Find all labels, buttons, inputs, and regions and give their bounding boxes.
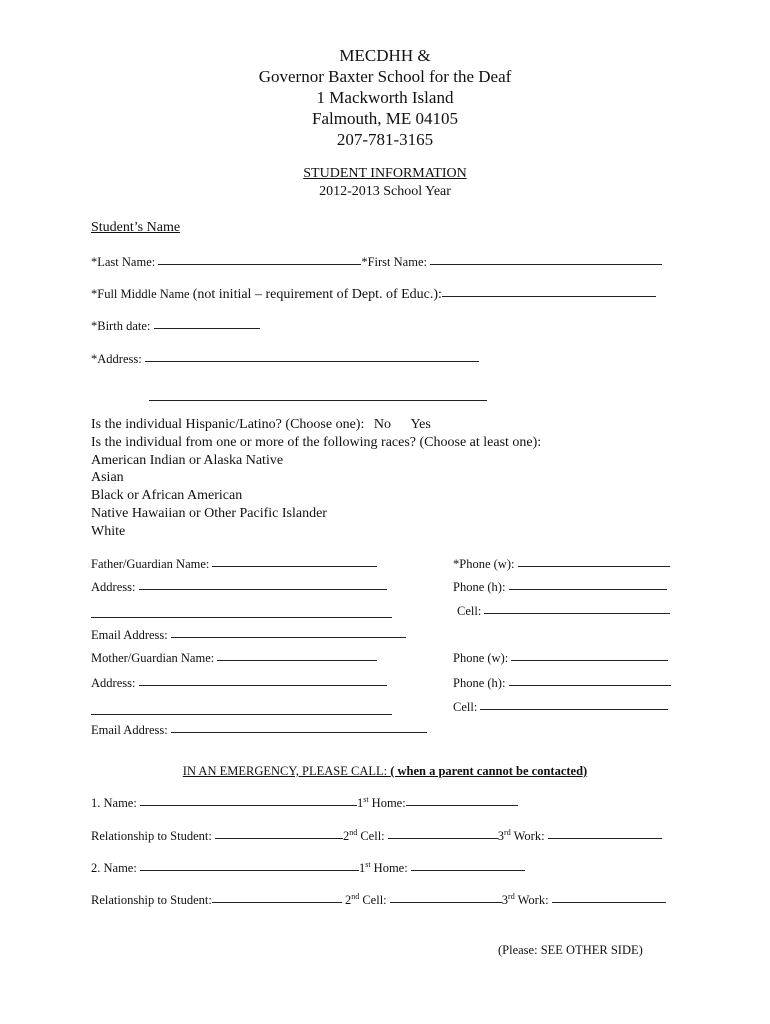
hispanic-option-no[interactable]: No (373, 417, 391, 432)
emergency-contact-1-name-row: 1. Name: 1st Home: (91, 797, 518, 810)
contact-1-relationship-label: Relationship to Student: (91, 829, 212, 843)
contact-2-work-label: Work: (517, 893, 549, 907)
contact-1-home-label: Home: (371, 796, 406, 810)
mother-phone-h-row (453, 677, 671, 690)
birth-date-row (91, 320, 260, 333)
contact-1-name-label: 1. Name: (91, 796, 137, 810)
middle-name-label: *Full Middle Name (91, 287, 193, 301)
student-name-heading: Student’s Name (91, 220, 181, 235)
father-cell-row (457, 605, 670, 618)
mother-phone-h-label: Phone (h): (453, 676, 506, 690)
middle-name-note: (not initial – requirement of Dept. of Educ.): (192, 287, 442, 302)
father-address-field-line2[interactable] (91, 616, 392, 618)
race-option[interactable]: American Indian or Alaska Native (91, 453, 284, 468)
see-other-side-note: (Please: SEE OTHER SIDE) (498, 943, 643, 957)
father-address-field[interactable] (139, 588, 387, 590)
last-name-field[interactable] (158, 263, 361, 265)
mother-cell-field[interactable] (480, 708, 668, 710)
contact-1-relationship-field[interactable] (215, 837, 343, 839)
school-name: Governor Baxter School for the Deaf (258, 67, 512, 86)
mother-name-row (91, 652, 377, 665)
mother-phone-w-row (453, 652, 668, 665)
address-row (91, 353, 479, 366)
father-name-label: Father/Guardian Name: (91, 557, 210, 571)
father-phone-h-label: Phone (h): (453, 580, 506, 594)
emergency-heading-text: IN AN EMERGENCY, PLEASE CALL: (182, 764, 388, 778)
father-phone-w-label: *Phone (w): (453, 557, 515, 571)
contact-1-work-field[interactable] (548, 837, 662, 839)
race-option[interactable]: White (91, 524, 126, 539)
father-phone-w-row (453, 558, 670, 571)
contact-1-cell-field[interactable] (388, 837, 498, 839)
emergency-contact-2-relationship-row: Relationship to Student: 2nd Cell: 3rd Work: (91, 894, 666, 907)
mother-phone-h-field[interactable] (509, 684, 671, 686)
first-name-label: *First Name: (361, 255, 427, 269)
contact-2-relationship-field[interactable] (212, 901, 342, 903)
emergency-contact-2-name-row: 2. Name: 1st Home: (91, 862, 525, 875)
father-email-row (91, 629, 406, 642)
hispanic-option-yes[interactable]: Yes (410, 417, 431, 432)
contact-1-name-field[interactable] (140, 804, 357, 806)
middle-name-field[interactable] (442, 295, 656, 297)
mother-email-row (91, 724, 427, 737)
mother-name-label: Mother/Guardian Name: (91, 651, 215, 665)
mother-address-field[interactable] (139, 684, 387, 686)
father-phone-h-row (453, 581, 667, 594)
father-cell-label: Cell: (457, 604, 482, 618)
contact-2-home-field[interactable] (411, 869, 525, 871)
last-name-row (91, 256, 662, 269)
mother-cell-label: Cell: (453, 700, 478, 714)
mother-address-row (91, 677, 387, 690)
father-email-field[interactable] (171, 636, 406, 638)
mother-phone-w-label: Phone (w): (453, 651, 509, 665)
form-title: STUDENT INFORMATION (303, 166, 467, 181)
street-address: 1 Mackworth Island (316, 88, 454, 107)
contact-1-work-label: Work: (513, 829, 545, 843)
emergency-heading (0, 765, 770, 778)
hispanic-question: Is the individual Hispanic/Latino? (Choose one): (91, 417, 365, 432)
emergency-contact-1-relationship-row: Relationship to Student: 2nd Cell: 3rd Work: (91, 830, 662, 843)
contact-2-relationship-label: Relationship to Student: (91, 893, 212, 907)
org-name: MECDHH & (339, 46, 431, 65)
contact-2-cell-field[interactable] (390, 901, 502, 903)
city-state-zip: Falmouth, ME 04105 (312, 109, 458, 128)
school-year: 2012-2013 School Year (319, 184, 451, 199)
contact-2-home-label: Home: (373, 861, 408, 875)
address-field[interactable] (145, 360, 479, 362)
mother-email-field[interactable] (171, 731, 427, 733)
contact-2-name-label: 2. Name: (91, 861, 137, 875)
race-option[interactable]: Asian (91, 470, 124, 485)
father-name-row (91, 558, 377, 571)
father-phone-h-field[interactable] (509, 588, 667, 590)
emergency-heading-note: ( when a parent cannot be contacted) (390, 764, 588, 778)
contact-2-cell-label: Cell: (362, 893, 387, 907)
birth-date-label: *Birth date: (91, 319, 151, 333)
first-name-field[interactable] (430, 263, 662, 265)
contact-1-cell-label: Cell: (360, 829, 385, 843)
contact-2-name-field[interactable] (140, 869, 359, 871)
father-name-field[interactable] (212, 565, 377, 567)
father-address-row (91, 581, 387, 594)
contact-1-home-field[interactable] (406, 804, 518, 806)
father-email-label: Email Address: (91, 628, 168, 642)
middle-name-row (91, 288, 656, 302)
mother-email-label: Email Address: (91, 723, 168, 737)
address-field-line2[interactable] (149, 399, 487, 401)
mother-cell-row (453, 701, 668, 714)
race-question: Is the individual from one or more of the following races? (Choose at least one): (91, 435, 542, 450)
contact-2-work-field[interactable] (552, 901, 666, 903)
race-option[interactable]: Native Hawaiian or Other Pacific Islander (91, 506, 327, 521)
mother-phone-w-field[interactable] (511, 659, 668, 661)
mother-name-field[interactable] (217, 659, 377, 661)
birth-date-field[interactable] (154, 327, 260, 329)
mother-address-field-line2[interactable] (91, 713, 392, 715)
mother-address-label: Address: (91, 676, 136, 690)
phone-number: 207-781-3165 (336, 130, 434, 149)
father-address-label: Address: (91, 580, 136, 594)
last-name-label: *Last Name: (91, 255, 156, 269)
father-cell-field[interactable] (484, 612, 670, 614)
race-option[interactable]: Black or African American (91, 488, 243, 503)
father-phone-w-field[interactable] (518, 565, 670, 567)
hispanic-question-row (91, 418, 431, 432)
address-label: *Address: (91, 352, 142, 366)
